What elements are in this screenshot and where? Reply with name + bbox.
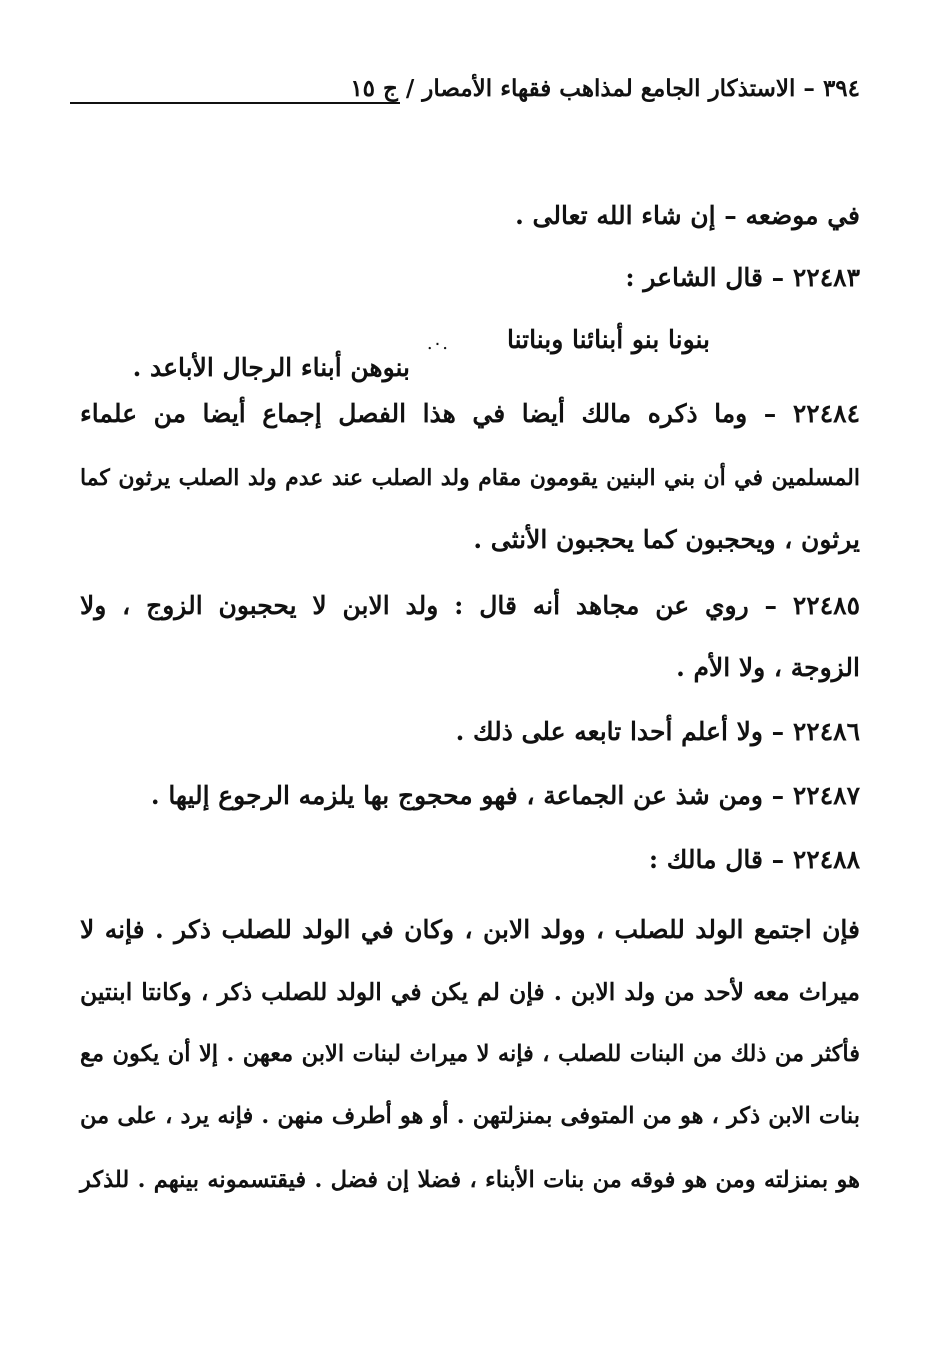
text-line: المسلمين في أن بني البنين يقومون مقام ولد الصلب عند عدم ولد الصلب يرثون كما [80,465,860,491]
text-line: ٢٢٤٨٦ – ولا أعلم أحدا تابعه على ذلك . [455,717,860,746]
text-line: يرثون ، ويحجبون كما يحجبون الأنثى . [473,525,860,554]
running-header [70,72,860,116]
verse-second-hemistich: بنوهن أبناء الرجال الأباعد . [132,353,410,382]
verse-first-hemistich: بنونا بنو أبنائنا وبناتنا [506,325,710,354]
text-line: ميراث معه لأحد من ولد الابن . فإن لم يكن في الولد للصلب ذكر ، وكانتا ابنتين [80,978,860,1006]
header-rule [70,102,400,104]
verse-separator: .٠. [426,333,448,354]
text-line: ٢٢٤٨٥ – روي عن مجاهد أنه قال : ولد الابن لا يحجبون الزوج ، ولا [80,591,860,620]
text-line: في موضعه – إن شاء الله تعالى . [515,201,860,230]
text-line: فإن اجتمع الولد للصلب ، وولد الابن ، وكان في الولد للصلب ذكر . فإنه لا [80,915,860,944]
text-line: هو بمنزلته ومن هو فوقه من بنات الأبناء ، فضلا إن فضل . فيقتسمونه بينهم . للذكر [80,1167,860,1193]
text-line: ٢٢٤٨٧ – ومن شذ عن الجماعة ، فهو محجوج بها يلزمه الرجوع إليها . [150,781,860,810]
text-line: بنات الابن ذكر ، هو من المتوفى بمنزلتهن . أو هو أطرف منهن . فإنه يرد ، على من [80,1103,860,1129]
poem-verse [132,320,710,396]
paragraph-heading: ٢٢٤٨٣ – قال الشاعر : [625,263,860,292]
text-line: فأكثر من ذلك من البنات للصلب ، فإنه لا ميراث لبنات الابن معهن . إلا أن يكون مع [80,1041,860,1067]
text-line: الزوجة ، ولا الأم . [676,653,860,682]
header-title: ٣٩٤ – الاستذكار الجامع لمذاهب فقهاء الأمصار / ج ١٥ [350,75,860,102]
text-line: ٢٢٤٨٤ – وما ذكره مالك أيضا في هذا الفصل إجماع أيضا من علماء [80,399,860,428]
paragraph-heading: ٢٢٤٨٨ – قال مالك : [648,845,860,874]
